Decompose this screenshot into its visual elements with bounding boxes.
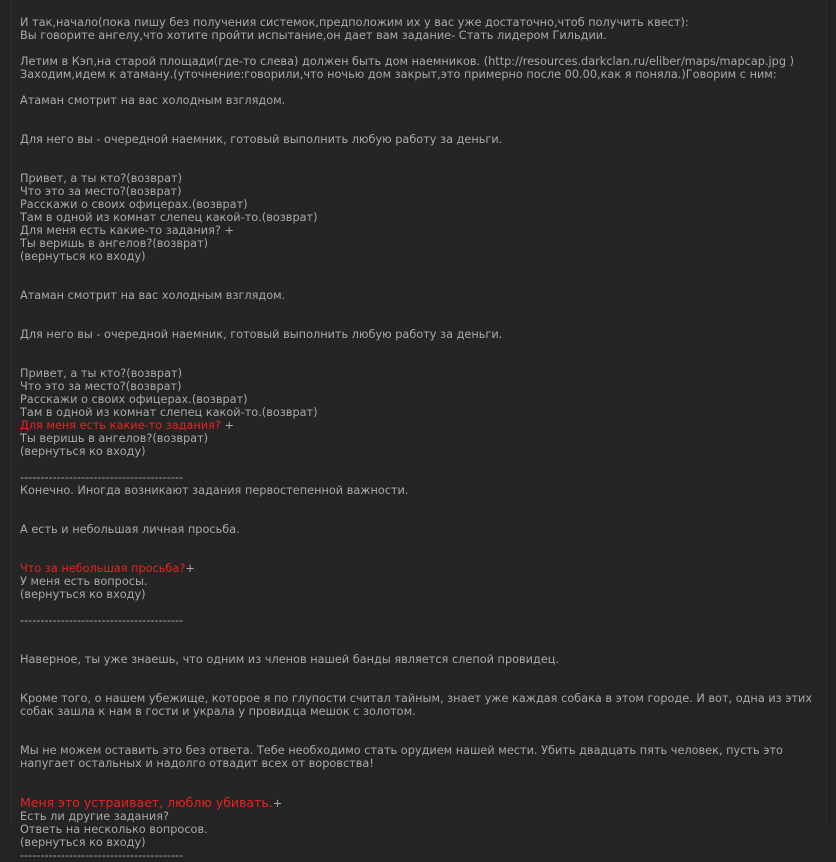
- dialog2-cold-look: Атаман смотрит на вас холодным взглядом.: [20, 289, 286, 302]
- dialog1-option: Для меня есть какие-то задания? +: [20, 224, 234, 237]
- intro-line-2: Вы говорите ангелу,что хотите пройти испытание,он дает вам задание- Стать лидером Гильдии.: [20, 29, 607, 42]
- intro-line-4: Заходим,идем к атаману.(уточнение:говорили,что ночью дом закрыт,это примерно после 00.00,как я поняла.)Говорим с ним:: [20, 68, 777, 81]
- dialog2-selected-suffix: +: [220, 419, 234, 432]
- dialog4-selected-suffix: +: [272, 797, 283, 810]
- dialog1-option: Привет, а ты кто?(возврат): [20, 172, 183, 185]
- separator: ----------------------------------------: [20, 849, 184, 862]
- dialog2-option: Привет, а ты кто?(возврат): [20, 367, 183, 380]
- dialog3-favor: А есть и небольшая личная просьба.: [20, 523, 240, 536]
- dialog3-selected-line: [20, 562, 820, 575]
- dialog3-option: У меня есть вопросы.: [20, 575, 148, 588]
- separator: ----------------------------------------: [20, 471, 184, 484]
- dialog4-selected-option: Меня это устраивает, люблю убивать.: [20, 795, 273, 810]
- dialog3-option: (вернуться ко входу): [20, 588, 146, 601]
- dialog1-option: Что это за место?(возврат): [20, 185, 182, 198]
- dialog1-option: Расскажи о своих офицерах.(возврат): [20, 198, 248, 211]
- intro-line-3: Летим в Кэп,на старой площади(где-то слева) должен быть дом наемников. (http://resources.darkclan.ru/eliber/maps/mapcap.jpg ): [20, 55, 795, 68]
- dialog2-option: Там в одной из комнат слепец какой-то.(возврат): [20, 406, 318, 419]
- dialog4-para-3: Мы не можем оставить это без ответа. Тебе необходимо стать орудием нашей мести. Убить двадцать пять человек, пусть это напугает остальных и надолго отвадит всех от воровства!: [20, 744, 783, 770]
- dialog4-para-1: Наверное, ты уже знаешь, что одним из членов нашей банды является слепой провидец.: [20, 653, 560, 666]
- dialog2-option: Расскажи о своих офицерах.(возврат): [20, 393, 248, 406]
- dialog4-selected-line: [20, 796, 820, 810]
- dialog2-selected-line: [20, 419, 820, 432]
- dialog2-option: Ты веришь в ангелов?(возврат): [20, 432, 209, 445]
- dialog2-selected-option: Для меня есть какие-то задания?: [20, 419, 221, 432]
- dialog4-option: (вернуться ко входу): [20, 836, 146, 849]
- dialog1-option: Ты веришь в ангелов?(возврат): [20, 237, 209, 250]
- dialog1-option: Там в одной из комнат слепец какой-то.(возврат): [20, 211, 318, 224]
- dialog1-mercenary: Для него вы - очередной наемник, готовый выполнить любую работу за деньги.: [20, 133, 503, 146]
- dialog1-option: (вернуться ко входу): [20, 250, 146, 263]
- dialog4-para-2: Кроме того, о нашем убежище, которое я по глупости считал тайным, знает уже каждая собака в этом городе. И вот, одна из этих собак зашла к нам в гости и украла у провидца мешок с золотом.: [20, 692, 813, 718]
- forum-post-body: [20, 16, 820, 862]
- dialog2-option: (вернуться ко входу): [20, 445, 146, 458]
- dialog4-option: Ответь на несколько вопросов.: [20, 823, 208, 836]
- separator: ----------------------------------------: [20, 614, 184, 627]
- dialog4-option: Есть ли другие задания?: [20, 810, 169, 823]
- dialog2-option: Что это за место?(возврат): [20, 380, 182, 393]
- dialog3-answer: Конечно. Иногда возникают задания первостепенной важности.: [20, 484, 409, 497]
- intro-line-1: И так,начало(пока пишу без получения системок,предположим их у вас уже достаточно,чтоб получить квест):: [20, 16, 689, 29]
- dialog2-mercenary: Для него вы - очередной наемник, готовый выполнить любую работу за деньги.: [20, 328, 503, 341]
- dialog1-cold-look: Атаман смотрит на вас холодным взглядом.: [20, 94, 286, 107]
- dialog3-selected-suffix: +: [185, 562, 195, 575]
- dialog3-selected-option: Что за небольшая просьба?: [20, 562, 186, 575]
